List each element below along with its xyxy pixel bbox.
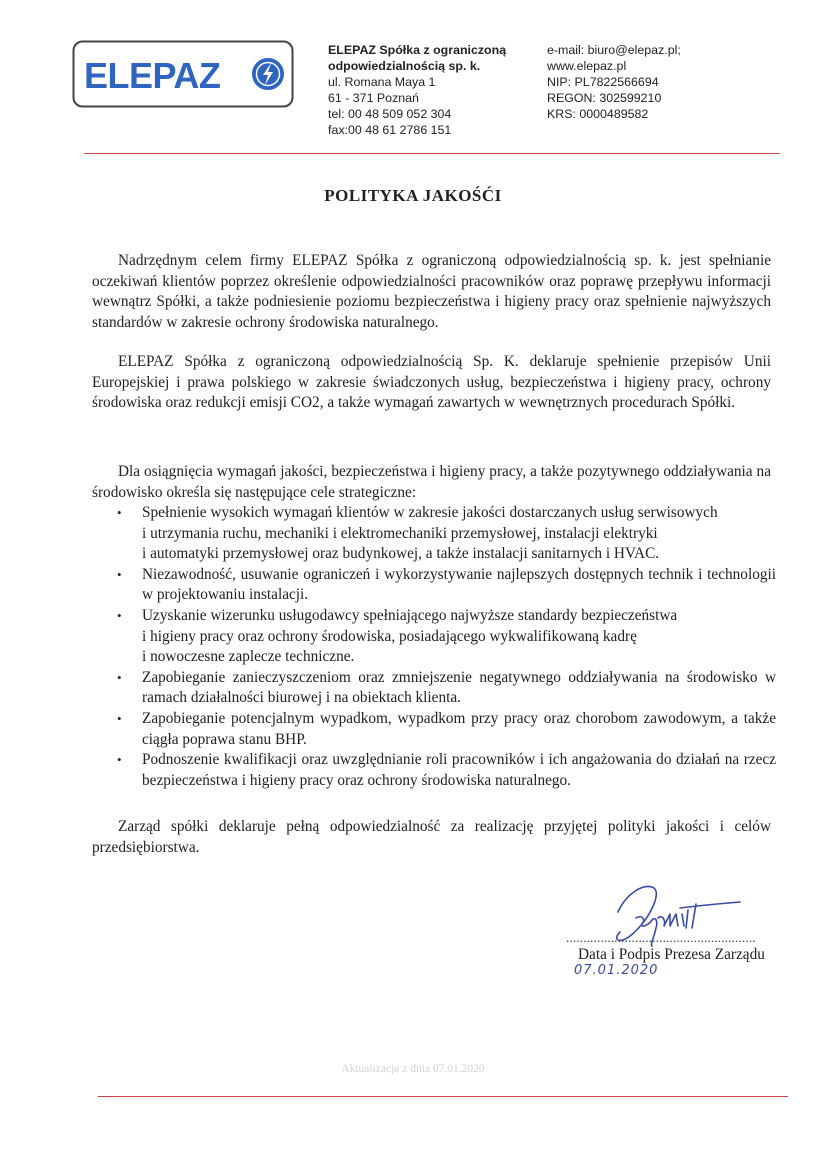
compliance-paragraph <box>92 352 771 414</box>
street-line: ul. Romana Maya 1 <box>328 75 436 89</box>
company-contact <box>547 42 747 122</box>
city-line: 61 - 371 Poznań <box>328 91 419 105</box>
list-item: • Zapobieganie zanieczyszczeniom oraz zmniejszenie negatywnego oddziaływania na środowisko w ramach działalności biurowej i na obiektach klienta. <box>117 668 776 707</box>
handwritten-date: 07.01.2020 <box>574 963 659 978</box>
bullet-icon: • <box>117 669 122 685</box>
signature-line: ....................................................... <box>566 930 756 945</box>
company-form-line: odpowiedzialnością sp. k. <box>328 59 481 73</box>
closing-text: Zarząd spółki deklaruje pełną odpowiedzialność za realizację przyjętej polityki jakości i celów przedsiębiorstwa. <box>92 818 771 856</box>
goals-intro-paragraph <box>92 462 771 503</box>
regon-line: REGON: 302599210 <box>547 91 662 105</box>
company-name-line: ELEPAZ Spółka z ograniczoną <box>328 43 507 57</box>
intro-paragraph <box>92 251 771 333</box>
company-address <box>328 42 538 138</box>
list-item: • Zapobieganie potencjalnym wypadkom, wypadkom przy pracy oraz chorobom zawodowym, a także ciągła poprawa stanu BHP. <box>117 709 776 748</box>
closing-paragraph <box>92 817 771 858</box>
list-item: • Spełnienie wysokich wymagań klientów w zakresie jakości dostarczanych usług serwisowych i utrzymania ruchu, mechaniki i elektromechaniki przemysłowej, instalacji elektryki i automatyki przemysłowej oraz budynkowej, a także instalacji sanitarnych i HVAC. <box>117 504 718 563</box>
website-line: www.elepaz.pl <box>547 59 627 73</box>
elepaz-logo <box>72 40 294 108</box>
list-item: • Niezawodność, usuwanie ograniczeń i wykorzystywanie najlepszych dostępnych technik i technologii w projektowaniu instalacji. <box>117 565 776 604</box>
strategic-goals-list <box>112 503 776 791</box>
bullet-icon: • <box>117 752 122 768</box>
intro-text: Nadrzędnym celem firmy ELEPAZ Spółka z ograniczoną odpowiedzialnością sp. k. jest spełnianie oczekiwań klientów poprzez określenie odpowiedzialności pracowników oraz poprawę przepływu informacji wewnątrz Spółki, a także podniesienie poziomu bezpieczeństwa i higieny pracy oraz spełnienie najwyższych standardów w zakresie ochrony środowiska naturalnego. <box>92 252 771 331</box>
bullet-icon: • <box>117 607 122 623</box>
header-divider <box>84 153 780 154</box>
logo-text: ELEPAZ <box>84 55 221 96</box>
compliance-text: ELEPAZ Spółka z ograniczoną odpowiedzialnością Sp. K. deklaruje spełnienie przepisów Unii Europejskiej i prawa polskiego w zakresie świadczonych usług, bezpieczeństwa i higieny pracy, ochrony środowiska oraz redukcji emisji CO2, a także wymagań zawartych w wewnętrznych procedurach Spółki. <box>92 353 771 412</box>
list-item: • Podnoszenie kwalifikacji oraz uwzględnianie roli pracowników i ich angażowania do działań na rzecz bezpieczeństwa i higieny pracy oraz ochrony środowiska naturalnego. <box>117 751 776 789</box>
fax-line: fax:00 48 61 2786 151 <box>328 123 452 137</box>
bullet-icon: • <box>117 710 122 726</box>
document-title: POLITYKA JAKOŚĆI <box>324 186 502 205</box>
krs-line: KRS: 0000489582 <box>547 107 649 121</box>
list-item: • Uzyskanie wizerunku usługodawcy spełniającego najwyższe standardy bezpieczeństwa i higieny pracy oraz ochrony środowiska, posiadającego wykwalifikowaną kadrę i nowoczesne zaplecze techniczne. <box>117 606 678 666</box>
footer-divider <box>98 1096 788 1097</box>
bullet-icon: • <box>117 566 122 582</box>
update-note: Aktualizacja z dnia 07.01.2020 <box>341 1063 485 1075</box>
goals-intro-text: Dla osiągnięcia wymagań jakości, bezpieczeństwa i higieny pracy, a także pozytywnego oddziaływania na środowisko określa się następujące cele strategiczne: <box>92 463 771 501</box>
nip-line: NIP: PL7822566694 <box>547 75 659 89</box>
bullet-icon: • <box>117 505 122 520</box>
signature-label: Data i Podpis Prezesa Zarządu <box>578 946 765 963</box>
phone-line: tel: 00 48 509 052 304 <box>328 107 452 121</box>
email-line: e-mail: biuro@elepaz.pl; <box>547 43 681 57</box>
